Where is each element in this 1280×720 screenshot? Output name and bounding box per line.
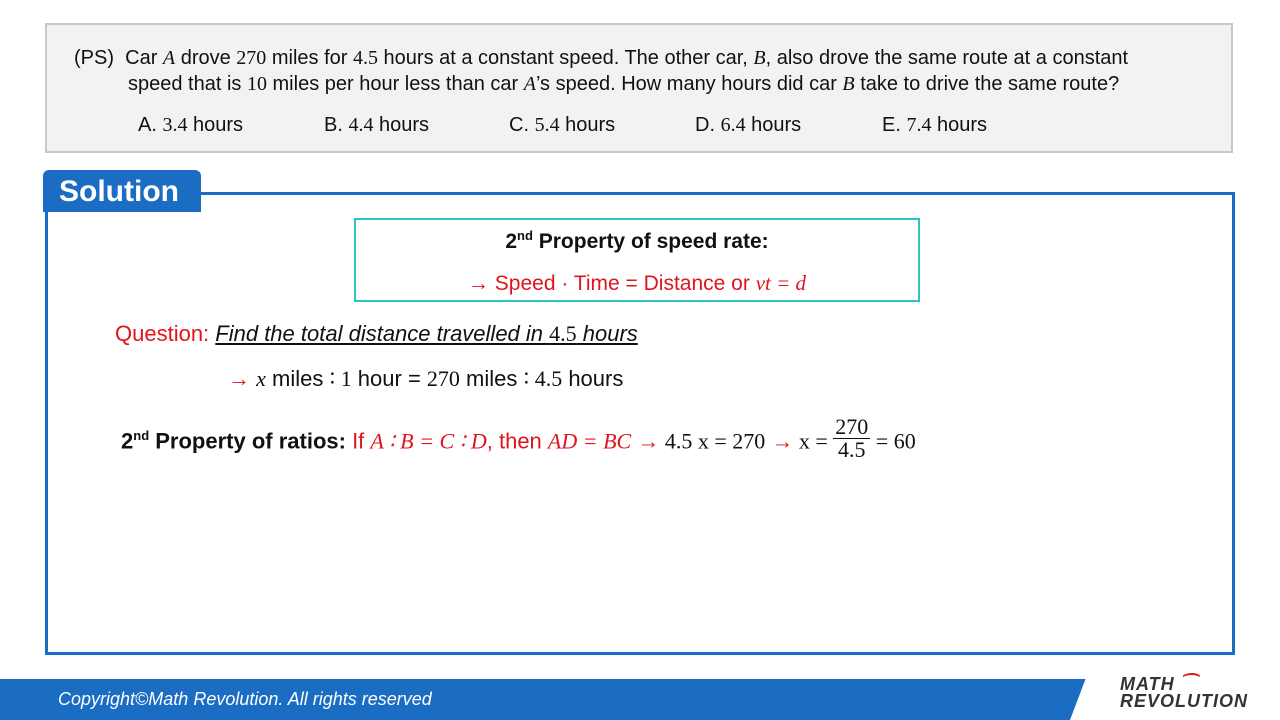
question-var: A: [162, 47, 176, 69]
equation-1: 4.5 x = 270: [659, 428, 766, 454]
arrow-right-icon: →: [467, 272, 489, 295]
question-box: [45, 23, 1233, 153]
choice-unit: hours: [745, 114, 802, 136]
logo-word-math: MATH: [1120, 674, 1175, 694]
choice-letter: A.: [138, 114, 163, 136]
ratio-colon: ∶: [523, 366, 530, 391]
question-label: Question:: [115, 321, 216, 346]
ordinal-num: 2: [121, 428, 134, 454]
then-text: , then: [486, 428, 548, 454]
question-num: 270: [236, 47, 267, 69]
choice-letter: C.: [509, 114, 535, 136]
choice-value: 7.4: [906, 114, 932, 136]
question-text: drove: [175, 47, 237, 69]
equation-2-rhs: = 60: [870, 428, 916, 454]
question-text: take to drive the same route?: [854, 73, 1120, 95]
answer-choice-b: [324, 114, 429, 137]
choice-value: 6.4: [720, 114, 746, 136]
question-tag: (PS): [74, 47, 114, 69]
fraction-denominator: 4.5: [838, 437, 866, 462]
ratio-colon: ∶: [329, 366, 336, 391]
var-x: x: [256, 366, 266, 391]
choice-unit: hours: [559, 114, 616, 136]
speed-property-box: [354, 218, 920, 302]
choice-value: 4.4: [348, 114, 374, 136]
ratio-num: 1: [335, 366, 352, 391]
answer-choice-d: [695, 114, 801, 137]
choice-unit: hours: [187, 114, 244, 136]
choice-letter: B.: [324, 114, 349, 136]
question-text: miles for: [266, 47, 353, 69]
answer-choice-e: [882, 114, 987, 137]
answer-choice-a: [138, 114, 243, 137]
sub-question-num: 4.5: [549, 321, 577, 346]
ratio-text: miles: [265, 366, 330, 391]
ratio-text: hours: [562, 366, 624, 391]
choice-letter: D.: [695, 114, 721, 136]
ratios-property-line: [121, 414, 916, 465]
sub-question-text: [215, 321, 638, 346]
solution-tab: Solution: [43, 170, 201, 212]
arrow-right-icon: →: [228, 366, 250, 391]
question-var: B: [753, 47, 766, 69]
ordinal-num: 2: [505, 230, 518, 253]
logo-line-2: REVOLUTION: [1120, 691, 1249, 711]
arrow-right-icon: →: [771, 428, 794, 454]
arrow-right-icon: →: [637, 428, 660, 454]
ratio-num: 4.5: [529, 366, 563, 391]
logo-swoosh-icon: ⁀: [1180, 674, 1197, 694]
if-text: If: [352, 428, 371, 454]
question-text: miles per hour less than car: [266, 73, 524, 95]
question-num: 4.5: [352, 47, 378, 69]
rule-text: Speed · Time = Distance or: [488, 272, 756, 295]
fraction: [833, 416, 870, 461]
question-line-1: [74, 47, 1128, 70]
question-text: , also drove the same route at a constant: [765, 47, 1129, 69]
fraction-numerator: 270: [835, 414, 869, 439]
question-text: ’s speed. How many hours did car: [535, 73, 843, 95]
speed-property-rule: [356, 271, 918, 296]
ordinal-suffix: nd: [133, 427, 150, 443]
property-title-text: Property of speed rate:: [532, 230, 769, 253]
question-num: 10: [246, 73, 267, 95]
choice-unit: hours: [931, 114, 988, 136]
product-expression: AD = BC: [547, 428, 632, 454]
choice-value: 3.4: [162, 114, 188, 136]
math-revolution-logo: [1120, 676, 1275, 710]
sub-question-line: [115, 321, 638, 347]
logo-wedge: [1070, 662, 1092, 720]
choice-unit: hours: [373, 114, 430, 136]
ratio-num: 270: [426, 366, 460, 391]
question-text: hours at a constant speed. The other car,: [377, 47, 754, 69]
sub-question-part: hours: [576, 321, 638, 346]
question-var: B: [842, 73, 855, 95]
sub-question-part: Find the total distance travelled in: [215, 321, 550, 346]
copyright-text: Copyright©Math Revolution. All rights reserved: [58, 689, 432, 709]
question-text: Car: [125, 47, 163, 69]
answer-choice-c: [509, 114, 615, 137]
ratios-property-label: Property of ratios:: [149, 428, 353, 454]
choice-letter: E.: [882, 114, 907, 136]
question-var: A: [523, 73, 536, 95]
choice-value: 5.4: [534, 114, 560, 136]
rule-formula: vt = d: [755, 271, 807, 295]
question-text: speed that is: [128, 73, 247, 95]
ratio-line: [228, 366, 623, 392]
ratio-text: miles: [459, 366, 524, 391]
ratio-text: hour =: [351, 366, 427, 391]
ratio-expression: A ∶ B = C ∶ D: [370, 428, 487, 454]
speed-property-title: [356, 228, 918, 254]
ordinal-suffix: nd: [517, 228, 533, 243]
question-line-2: [128, 73, 1119, 96]
equation-2-lhs: x =: [793, 428, 834, 454]
